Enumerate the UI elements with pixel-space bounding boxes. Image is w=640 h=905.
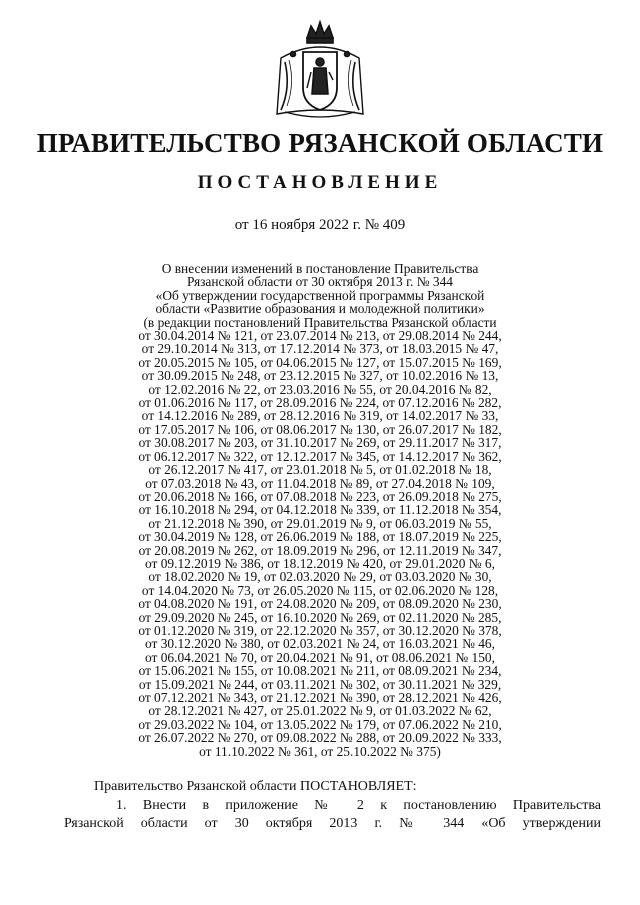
- title-line: от 20.06.2018 № 166, от 07.08.2018 № 223, от 26.09.2018 № 275,: [138, 488, 502, 504]
- title-line: от 14.12.2016 № 289, от 28.12.2016 № 319, от 14.02.2017 № 33,: [141, 408, 499, 424]
- title-line: от 26.12.2017 № 417, от 23.01.2018 № 5, от 01.02.2018 № 18,: [148, 462, 492, 478]
- title-line: Рязанской области от 30 октября 2013 г. № 344: [187, 274, 453, 290]
- title-line: от 17.05.2017 № 106, от 08.06.2017 № 130, от 26.07.2017 № 182,: [138, 421, 502, 437]
- title-line: от 06.12.2017 № 322, от 12.12.2017 № 345, от 14.12.2017 № 362,: [138, 448, 502, 464]
- title-line: от 01.12.2020 № 319, от 22.12.2020 № 357, от 30.12.2020 № 378,: [138, 622, 502, 638]
- title-line: области «Развитие образования и молодежной политики»: [155, 301, 485, 317]
- point-1-line-2: Рязанской области от 30 октября 2013 г. № 344 «Об утверждении: [64, 816, 601, 831]
- title-line: от 21.12.2018 № 390, от 29.01.2019 № 9, от 06.03.2019 № 55,: [148, 515, 492, 531]
- title-line: от 29.10.2014 № 313, от 17.12.2014 № 373, от 18.03.2015 № 47,: [141, 341, 499, 357]
- title-line: от 30.08.2017 № 203, от 31.10.2017 № 269, от 29.11.2017 № 317,: [138, 435, 502, 451]
- title-line: от 29.09.2020 № 245, от 16.10.2020 № 269, от 02.11.2020 № 285,: [138, 609, 502, 625]
- title-line: от 07.03.2018 № 43, от 11.04.2018 № 89, от 27.04.2018 № 109,: [145, 475, 495, 491]
- title-line: от 06.04.2021 № 70, от 20.04.2021 № 91, от 08.06.2021 № 150,: [145, 649, 495, 665]
- title-line: (в редакции постановлений Правительства Рязанской области: [143, 314, 497, 330]
- title-line: от 30.09.2015 № 248, от 23.12.2015 № 327, от 10.02.2016 № 13,: [141, 368, 499, 384]
- title-line: от 11.10.2022 № 361, от 25.10.2022 № 375): [199, 743, 441, 759]
- title-line: от 12.02.2016 № 22, от 23.03.2016 № 55, от 20.04.2016 № 82,: [148, 381, 492, 397]
- government-title: ПРАВИТЕЛЬСТВО РЯЗАНСКОЙ ОБЛАСТИ: [36, 128, 604, 158]
- title-line: от 04.08.2020 № 191, от 24.08.2020 № 209, от 08.09.2020 № 230,: [138, 596, 502, 612]
- title-line: от 30.04.2019 № 128, от 26.06.2019 № 188, от 18.07.2019 № 225,: [138, 529, 502, 545]
- title-line: от 18.02.2020 № 19, от 02.03.2020 № 29, от 03.03.2020 № 30,: [148, 569, 492, 585]
- document-type: ПОСТАНОВЛЕНИЕ: [197, 172, 443, 193]
- title-line: от 26.07.2022 № 270, от 09.08.2022 № 288, от 20.09.2022 № 333,: [138, 730, 502, 746]
- coat-of-arms-emblem: [271, 18, 369, 122]
- title-line: от 30.12.2020 № 380, от 02.03.2021 № 24, от 16.03.2021 № 46,: [145, 636, 495, 652]
- title-line: «Об утверждении государственной программы Рязанской: [155, 287, 485, 303]
- title-line: от 20.08.2019 № 262, от 18.09.2019 № 296, от 12.11.2019 № 347,: [138, 542, 502, 558]
- document-title-block: [110, 262, 530, 758]
- title-line: от 30.04.2014 № 121, от 23.07.2014 № 213, от 29.08.2014 № 244,: [138, 328, 502, 344]
- title-line: О внесении изменений в постановление Правительства: [161, 261, 479, 276]
- document-date-number: от 16 ноября 2022 г. № 409: [234, 217, 406, 233]
- title-line: от 14.04.2020 № 73, от 26.05.2020 № 115, от 02.06.2020 № 128,: [141, 582, 499, 598]
- title-line: от 20.05.2015 № 105, от 04.06.2015 № 127, от 15.07.2015 № 169,: [138, 354, 502, 370]
- point-1-line-1: [64, 797, 601, 815]
- title-line: от 01.06.2016 № 117, от 28.09.2016 № 224, от 07.12.2016 № 282,: [138, 395, 502, 411]
- title-line: от 15.06.2021 № 155, от 10.08.2021 № 211, от 08.09.2021 № 234,: [138, 663, 502, 679]
- point-1-line-1-text: 1. Внести в приложение № 2 к постановлению Правительства: [116, 798, 601, 813]
- title-line: от 28.12.2021 № 427, от 25.01.2022 № 9, от 01.03.2022 № 62,: [148, 703, 492, 719]
- title-line: от 16.10.2018 № 294, от 04.12.2018 № 339, от 11.12.2018 № 354,: [138, 502, 502, 518]
- title-line: от 07.12.2021 № 343, от 21.12.2021 № 390, от 28.12.2021 № 426,: [138, 690, 502, 705]
- resolves-line: Правительство Рязанской области ПОСТАНОВЛЯЕТ:: [94, 779, 417, 794]
- title-line: от 09.12.2019 № 386, от 18.12.2019 № 420, от 29.01.2020 № 6,: [145, 555, 495, 571]
- title-line: от 29.03.2022 № 104, от 13.05.2022 № 179, от 07.06.2022 № 210,: [138, 716, 502, 732]
- title-line: от 15.09.2021 № 244, от 03.11.2021 № 302, от 30.11.2021 № 329,: [138, 676, 502, 692]
